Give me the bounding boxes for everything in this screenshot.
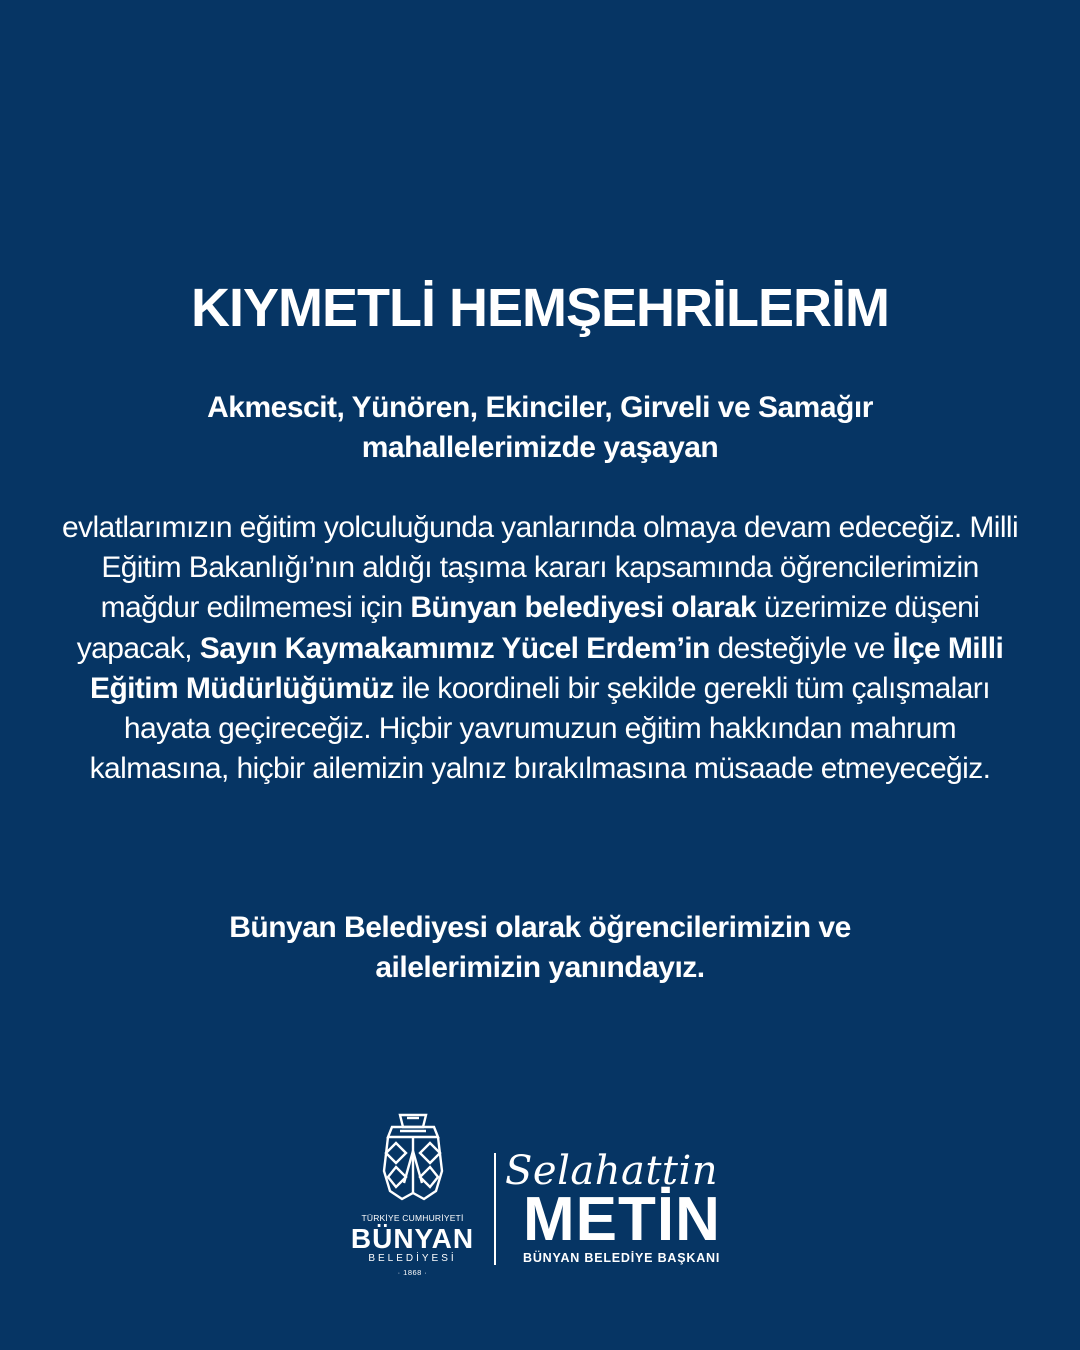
subtitle <box>90 388 990 468</box>
logo-name: BÜNYAN <box>350 1223 475 1254</box>
signature-last-name: METİN <box>523 1185 721 1254</box>
municipality-emblem-icon <box>378 1111 448 1203</box>
body-text-4: ile koordineli bir şekilde gerekli tüm çalışmaları hayata geçireceğiz. Hiçbir yavrumuzun eğitim hakkından mahrum kalmasına, hiçbir ailemizin yalnız bırakılmasına müsaade etmeyeceğiz. <box>89 671 991 786</box>
closing-statement <box>90 908 990 988</box>
page-title: KIYMETLİ HEMŞEHRİLERİM <box>190 278 889 338</box>
body-bold-1: Bünyan belediyesi olarak <box>410 591 757 625</box>
body-text-3: desteğiyle ve <box>717 631 885 665</box>
body-text-2: üzerimize düşeni yapacak, <box>76 591 980 665</box>
signature-role: BÜNYAN BELEDİYE BAŞKANI <box>523 1251 721 1265</box>
closing-line: Bünyan Belediyesi olarak öğrencilerimizin ve <box>229 911 851 944</box>
signature-first-name: Selahattin <box>505 1148 719 1194</box>
footer-divider <box>494 1153 496 1265</box>
footer-branding <box>340 1105 750 1285</box>
body-bold-3: İlçe Milli Eğitim Müdürlüğümüz <box>90 631 1004 705</box>
subtitle-line: mahallelerimizde yaşayan <box>361 431 719 464</box>
closing-line: ailelerimizin yanındayız. <box>375 951 705 984</box>
logo-year: · 1868 · <box>397 1268 428 1277</box>
body-bold-2: Sayın Kaymakamımız Yücel Erdem’in <box>199 631 710 665</box>
logo-subtitle: BELEDİYESİ <box>368 1253 457 1264</box>
logo-country-text: TÜRKİYE CUMHURİYETİ <box>361 1213 464 1223</box>
body-paragraph <box>60 508 1020 789</box>
subtitle-line: Akmescit, Yünören, Ekinciler, Girveli ve Samağır <box>207 391 873 424</box>
municipality-logo <box>340 1105 485 1280</box>
body-text-1: evlatlarımızın eğitim yolculuğunda yanlarında olmaya devam edeceğiz. Milli Eğitim Bakanlığı’nın aldığı taşıma kararı kapsamında öğrencilerimizin mağdur edilmemesi için <box>61 511 1019 625</box>
